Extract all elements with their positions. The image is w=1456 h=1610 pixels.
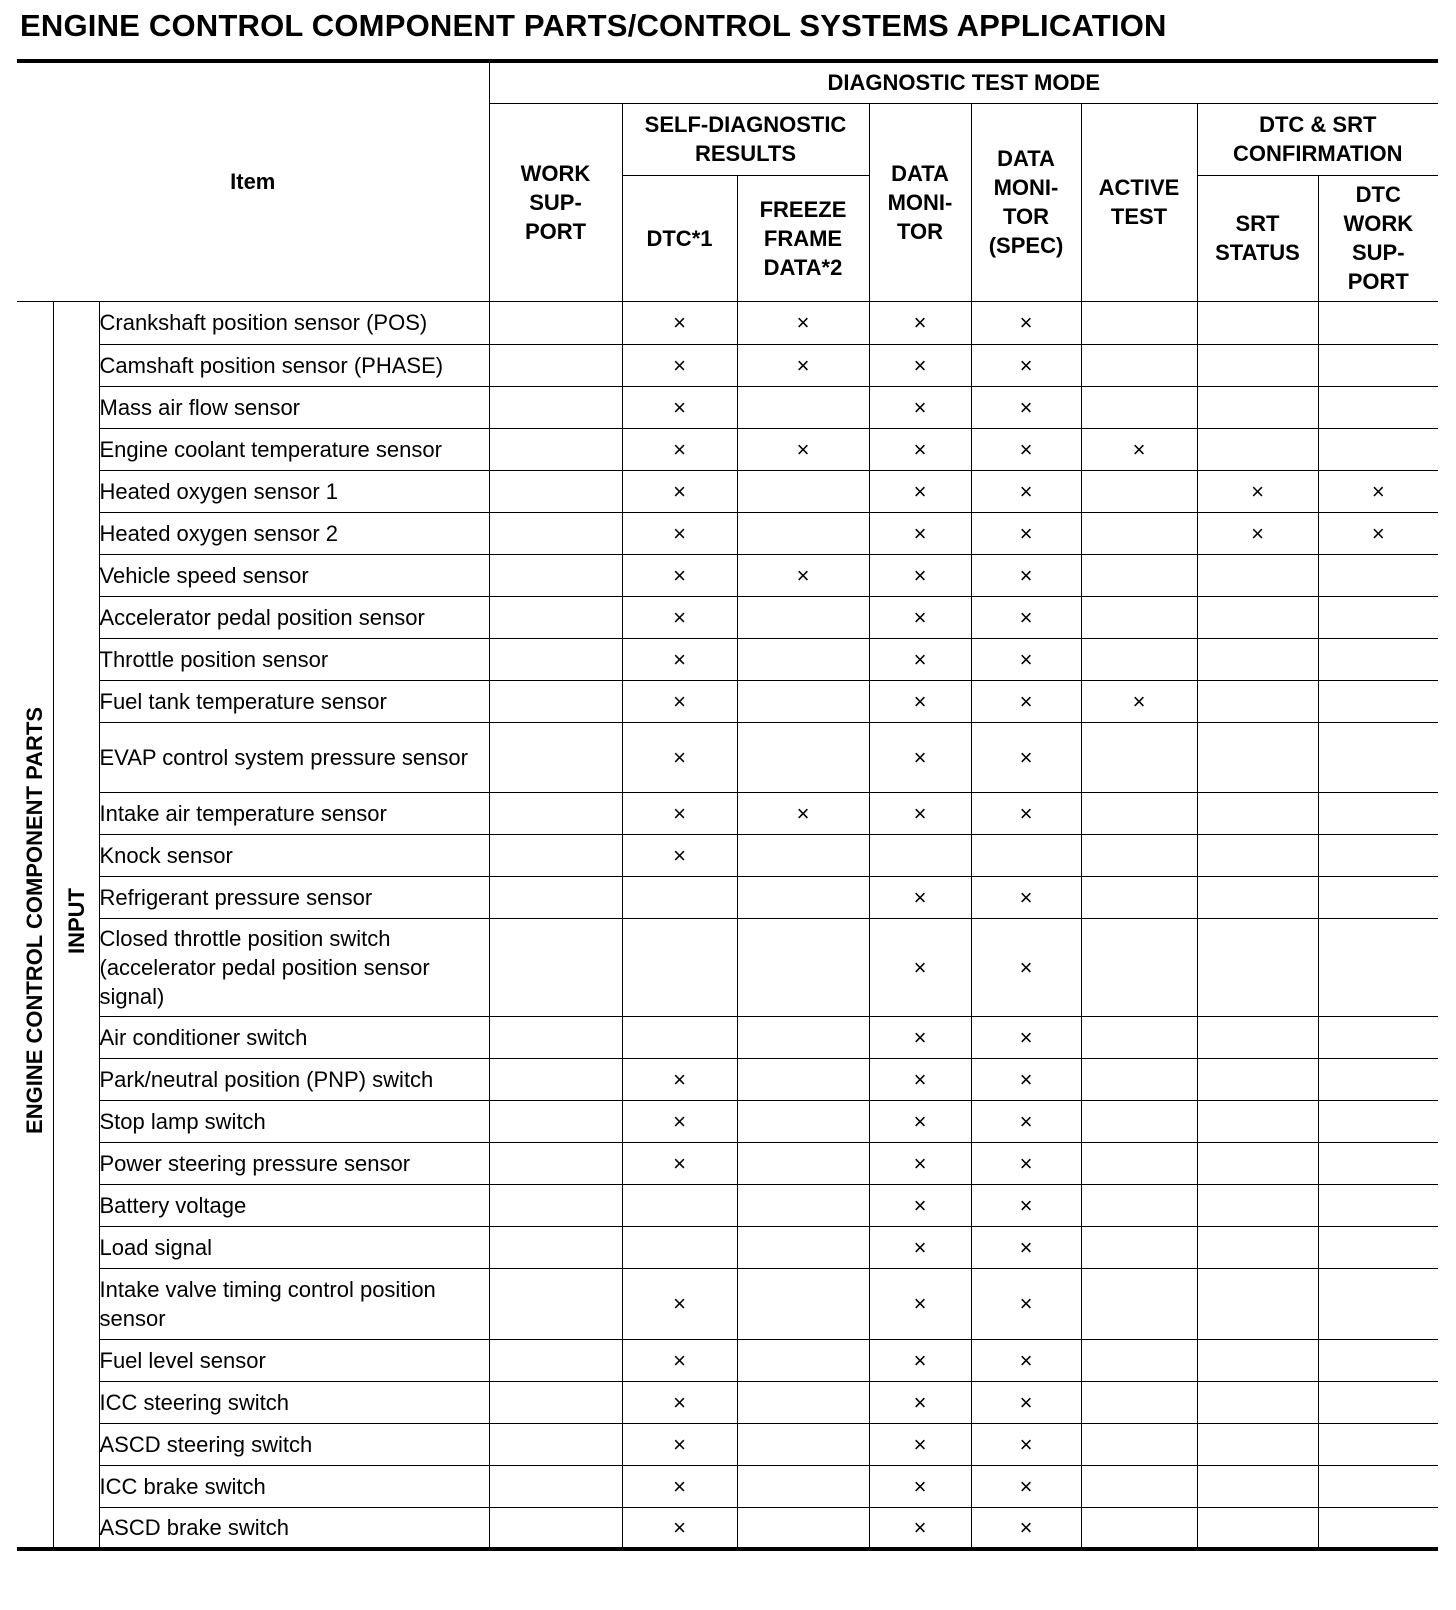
srt-status-mark [1197,1339,1318,1381]
table-body [17,301,1438,1549]
active-test-mark [1081,792,1197,834]
freeze-frame-data-mark [737,1058,869,1100]
freeze-frame-data-mark [737,1184,869,1226]
data-monitor-spec-mark: × [971,1100,1081,1142]
active-test-mark [1081,1142,1197,1184]
table-row [17,1058,1438,1100]
work-support-mark [489,638,622,680]
table-row [17,638,1438,680]
data-monitor-mark: × [869,1226,971,1268]
dtc-mark: × [622,301,737,344]
work-support-header: WORK SUP- PORT [489,103,622,301]
srt-status-mark [1197,876,1318,918]
active-test-mark [1081,1016,1197,1058]
dtc-work-support-mark [1318,1184,1438,1226]
data-monitor-mark: × [869,301,971,344]
dtc-work-support-mark [1318,876,1438,918]
work-support-mark [489,1058,622,1100]
item-name: Accelerator pedal position sensor [99,596,489,638]
data-monitor-spec-header: DATA MONI- TOR (SPEC) [971,103,1081,301]
active-test-mark [1081,1058,1197,1100]
active-test-mark [1081,554,1197,596]
data-monitor-mark: × [869,1268,971,1339]
table-row [17,792,1438,834]
srt-status-mark: × [1197,470,1318,512]
freeze-frame-data-mark [737,512,869,554]
srt-status-mark [1197,792,1318,834]
data-monitor-mark: × [869,428,971,470]
item-name: EVAP control system pressure sensor [99,722,489,792]
data-monitor-mark: × [869,470,971,512]
dtc-mark: × [622,722,737,792]
srt-status-header: SRT STATUS [1197,175,1318,301]
srt-status-mark [1197,344,1318,386]
table-row [17,1507,1438,1549]
table-row [17,876,1438,918]
item-name: Air conditioner switch [99,1016,489,1058]
item-name: Battery voltage [99,1184,489,1226]
freeze-frame-data-mark: × [737,428,869,470]
dtc-work-support-mark [1318,1423,1438,1465]
item-name: Vehicle speed sensor [99,554,489,596]
dtc-mark: × [622,638,737,680]
data-monitor-spec-mark: × [971,1339,1081,1381]
srt-status-mark [1197,1507,1318,1549]
dtc-work-support-mark [1318,722,1438,792]
table-row [17,1339,1438,1381]
item-name: Intake valve timing control position sensor [99,1268,489,1339]
srt-status-mark [1197,1142,1318,1184]
active-test-mark [1081,1268,1197,1339]
data-monitor-spec-mark: × [971,1268,1081,1339]
data-monitor-spec-mark: × [971,918,1081,1016]
item-name: Power steering pressure sensor [99,1142,489,1184]
table-row [17,554,1438,596]
table-row [17,1381,1438,1423]
dtc-work-support-header: DTC WORK SUP- PORT [1318,175,1438,301]
active-test-mark [1081,1381,1197,1423]
application-table [17,59,1438,1551]
data-monitor-mark: × [869,1100,971,1142]
work-support-mark [489,1507,622,1549]
table-row [17,386,1438,428]
data-monitor-spec-mark: × [971,638,1081,680]
data-monitor-spec-mark: × [971,554,1081,596]
work-support-mark [489,1339,622,1381]
srt-status-mark [1197,1058,1318,1100]
dtc-work-support-mark [1318,638,1438,680]
table-row [17,1100,1438,1142]
srt-status-mark [1197,554,1318,596]
data-monitor-mark: × [869,512,971,554]
item-name: ICC brake switch [99,1465,489,1507]
work-support-mark [489,596,622,638]
item-name: ASCD brake switch [99,1507,489,1549]
dtc-mark: × [622,1423,737,1465]
data-monitor-mark: × [869,1016,971,1058]
table-row [17,301,1438,344]
dtc-work-support-mark [1318,1465,1438,1507]
data-monitor-spec-mark: × [971,876,1081,918]
data-monitor-spec-mark [971,834,1081,876]
data-monitor-spec-mark: × [971,512,1081,554]
work-support-mark [489,344,622,386]
freeze-frame-data-mark [737,834,869,876]
data-monitor-mark: × [869,722,971,792]
data-monitor-mark: × [869,680,971,722]
data-monitor-mark: × [869,1142,971,1184]
data-monitor-mark: × [869,1184,971,1226]
srt-status-mark [1197,386,1318,428]
data-monitor-mark: × [869,876,971,918]
freeze-frame-data-mark [737,1100,869,1142]
srt-status-mark [1197,1184,1318,1226]
dtc-work-support-mark [1318,1381,1438,1423]
work-support-mark [489,470,622,512]
data-monitor-mark: × [869,1339,971,1381]
item-name: ASCD steering switch [99,1423,489,1465]
active-test-mark [1081,1465,1197,1507]
data-monitor-mark: × [869,1423,971,1465]
data-monitor-spec-mark: × [971,1058,1081,1100]
active-test-mark [1081,1339,1197,1381]
freeze-frame-data-mark [737,596,869,638]
freeze-frame-data-mark [737,1381,869,1423]
srt-status-mark [1197,834,1318,876]
item-name: Fuel tank temperature sensor [99,680,489,722]
freeze-frame-data-mark [737,1016,869,1058]
dtc-mark: × [622,834,737,876]
item-name: Stop lamp switch [99,1100,489,1142]
dtc-work-support-mark [1318,1142,1438,1184]
table-row [17,1423,1438,1465]
srt-status-mark [1197,1100,1318,1142]
srt-status-mark [1197,1268,1318,1339]
work-support-mark [489,792,622,834]
freeze-frame-data-mark [737,1423,869,1465]
work-support-mark [489,554,622,596]
data-monitor-spec-mark: × [971,1423,1081,1465]
item-name: Refrigerant pressure sensor [99,876,489,918]
active-test-mark [1081,386,1197,428]
data-monitor-mark: × [869,918,971,1016]
active-test-mark [1081,596,1197,638]
dtc-mark: × [622,596,737,638]
active-test-mark [1081,1226,1197,1268]
dtc-mark: × [622,680,737,722]
data-monitor-mark: × [869,1058,971,1100]
srt-status-mark [1197,722,1318,792]
table-row [17,470,1438,512]
item-name: Intake air temperature sensor [99,792,489,834]
work-support-mark [489,428,622,470]
subgroup-label-cell [53,301,99,1549]
data-monitor-mark: × [869,554,971,596]
table-row [17,1184,1438,1226]
freeze-frame-data-mark [737,1465,869,1507]
active-test-mark [1081,722,1197,792]
srt-status-mark [1197,1381,1318,1423]
group-label: ENGINE CONTROL COMPONENT PARTS [22,707,48,1135]
data-monitor-spec-mark: × [971,1465,1081,1507]
work-support-mark [489,680,622,722]
dtc-work-support-mark [1318,386,1438,428]
work-support-mark [489,1268,622,1339]
dtc-mark: × [622,470,737,512]
work-support-mark [489,722,622,792]
page-title: ENGINE CONTROL COMPONENT PARTS/CONTROL SYSTEMS APPLICATION [20,8,1167,43]
active-test-mark: × [1081,428,1197,470]
data-monitor-spec-mark: × [971,470,1081,512]
srt-status-mark [1197,918,1318,1016]
active-test-mark [1081,301,1197,344]
freeze-frame-data-mark [737,638,869,680]
dtc-work-support-mark [1318,1268,1438,1339]
table-row [17,918,1438,1016]
dtc-mark: × [622,1058,737,1100]
dtc-work-support-mark [1318,1100,1438,1142]
dtc-mark [622,1184,737,1226]
work-support-mark [489,1100,622,1142]
table-row [17,596,1438,638]
work-support-mark [489,1465,622,1507]
srt-status-mark: × [1197,512,1318,554]
active-test-mark [1081,470,1197,512]
dtc-mark [622,876,737,918]
dtc-mark: × [622,1339,737,1381]
table-row [17,1142,1438,1184]
item-name: Closed throttle position switch (accelerator pedal position sensor signal) [99,918,489,1016]
active-test-mark [1081,1423,1197,1465]
self-diagnostic-results-header: SELF-DIAGNOSTIC RESULTS [622,103,869,175]
active-test-mark [1081,1184,1197,1226]
work-support-mark [489,1381,622,1423]
dtc-mark: × [622,1465,737,1507]
freeze-frame-data-mark: × [737,554,869,596]
dtc-mark: × [622,1268,737,1339]
data-monitor-mark: × [869,792,971,834]
dtc-mark: × [622,428,737,470]
data-monitor-spec-mark: × [971,792,1081,834]
dtc-work-support-mark [1318,918,1438,1016]
srt-status-mark [1197,680,1318,722]
dtc-mark [622,1226,737,1268]
active-test-mark [1081,876,1197,918]
table-row [17,1016,1438,1058]
dtc-work-support-mark [1318,554,1438,596]
dtc-work-support-mark [1318,1339,1438,1381]
work-support-mark [489,876,622,918]
table-row [17,722,1438,792]
item-header: Item [17,61,489,301]
dtc-mark: × [622,386,737,428]
data-monitor-spec-mark: × [971,1381,1081,1423]
item-name: Throttle position sensor [99,638,489,680]
dtc-work-support-mark: × [1318,512,1438,554]
active-test-mark: × [1081,680,1197,722]
freeze-frame-data-mark [737,1268,869,1339]
data-monitor-mark: × [869,638,971,680]
dtc-mark: × [622,1100,737,1142]
srt-status-mark [1197,1423,1318,1465]
dtc-work-support-mark [1318,344,1438,386]
data-monitor-spec-mark: × [971,680,1081,722]
data-monitor-mark: × [869,344,971,386]
table-row [17,1268,1438,1339]
active-test-mark [1081,918,1197,1016]
dtc-work-support-mark [1318,596,1438,638]
srt-status-mark [1197,596,1318,638]
table-row [17,834,1438,876]
dtc-mark: × [622,1142,737,1184]
srt-status-mark [1197,1465,1318,1507]
dtc-work-support-mark [1318,1016,1438,1058]
freeze-frame-data-mark [737,876,869,918]
dtc-work-support-mark [1318,428,1438,470]
dtc-work-support-mark [1318,834,1438,876]
dtc-srt-confirmation-header: DTC & SRT CONFIRMATION [1197,103,1438,175]
srt-status-mark [1197,1016,1318,1058]
active-test-mark [1081,1100,1197,1142]
data-monitor-spec-mark: × [971,386,1081,428]
work-support-mark [489,386,622,428]
dtc-work-support-mark [1318,1226,1438,1268]
active-test-mark [1081,344,1197,386]
freeze-frame-data-header: FREEZE FRAME DATA*2 [737,175,869,301]
srt-status-mark [1197,301,1318,344]
data-monitor-spec-mark: × [971,1184,1081,1226]
table-row [17,512,1438,554]
table-row [17,1226,1438,1268]
dtc-work-support-mark [1318,680,1438,722]
dtc-work-support-mark: × [1318,470,1438,512]
work-support-mark [489,834,622,876]
active-test-mark [1081,512,1197,554]
freeze-frame-data-mark [737,1226,869,1268]
srt-status-mark [1197,1226,1318,1268]
data-monitor-spec-mark: × [971,722,1081,792]
table-row [17,680,1438,722]
data-monitor-spec-mark: × [971,1142,1081,1184]
dtc-mark: × [622,1381,737,1423]
dtc-mark [622,918,737,1016]
data-monitor-mark: × [869,1507,971,1549]
data-monitor-mark: × [869,1381,971,1423]
table-row [17,1465,1438,1507]
item-name: Camshaft position sensor (PHASE) [99,344,489,386]
work-support-mark [489,1142,622,1184]
freeze-frame-data-mark [737,1339,869,1381]
freeze-frame-data-mark [737,1142,869,1184]
freeze-frame-data-mark [737,680,869,722]
data-monitor-spec-mark: × [971,596,1081,638]
freeze-frame-data-mark [737,722,869,792]
freeze-frame-data-mark: × [737,301,869,344]
data-monitor-mark: × [869,1465,971,1507]
srt-status-mark [1197,638,1318,680]
work-support-mark [489,1423,622,1465]
diagnostic-test-mode-header: DIAGNOSTIC TEST MODE [489,61,1438,103]
work-support-mark [489,301,622,344]
item-name: Heated oxygen sensor 1 [99,470,489,512]
data-monitor-spec-mark: × [971,1226,1081,1268]
data-monitor-mark: × [869,386,971,428]
dtc-work-support-mark [1318,1507,1438,1549]
freeze-frame-data-mark [737,386,869,428]
dtc-work-support-mark [1318,792,1438,834]
dtc-mark: × [622,554,737,596]
data-monitor-spec-mark: × [971,1016,1081,1058]
table-row [17,428,1438,470]
dtc-header: DTC*1 [622,175,737,301]
table-row [17,344,1438,386]
freeze-frame-data-mark [737,918,869,1016]
work-support-mark [489,918,622,1016]
active-test-header: ACTIVE TEST [1081,103,1197,301]
dtc-mark: × [622,344,737,386]
data-monitor-mark: × [869,596,971,638]
freeze-frame-data-mark [737,1507,869,1549]
dtc-work-support-mark [1318,1058,1438,1100]
work-support-mark [489,1184,622,1226]
srt-status-mark [1197,428,1318,470]
data-monitor-spec-mark: × [971,301,1081,344]
data-monitor-header: DATA MONI- TOR [869,103,971,301]
item-name: ICC steering switch [99,1381,489,1423]
item-name: Crankshaft position sensor (POS) [99,301,489,344]
item-name: Park/neutral position (PNP) switch [99,1058,489,1100]
data-monitor-mark [869,834,971,876]
item-name: Load signal [99,1226,489,1268]
data-monitor-spec-mark: × [971,344,1081,386]
item-name: Engine coolant temperature sensor [99,428,489,470]
active-test-mark [1081,1507,1197,1549]
data-monitor-spec-mark: × [971,1507,1081,1549]
dtc-work-support-mark [1318,301,1438,344]
freeze-frame-data-mark [737,470,869,512]
dtc-mark: × [622,792,737,834]
dtc-mark: × [622,512,737,554]
work-support-mark [489,512,622,554]
work-support-mark [489,1226,622,1268]
active-test-mark [1081,834,1197,876]
subgroup-label: INPUT [63,887,89,954]
work-support-mark [489,1016,622,1058]
dtc-mark [622,1016,737,1058]
item-name: Fuel level sensor [99,1339,489,1381]
item-name: Mass air flow sensor [99,386,489,428]
freeze-frame-data-mark: × [737,792,869,834]
dtc-mark: × [622,1507,737,1549]
active-test-mark [1081,638,1197,680]
freeze-frame-data-mark: × [737,344,869,386]
group-label-cell [17,301,53,1549]
item-name: Knock sensor [99,834,489,876]
item-name: Heated oxygen sensor 2 [99,512,489,554]
data-monitor-spec-mark: × [971,428,1081,470]
